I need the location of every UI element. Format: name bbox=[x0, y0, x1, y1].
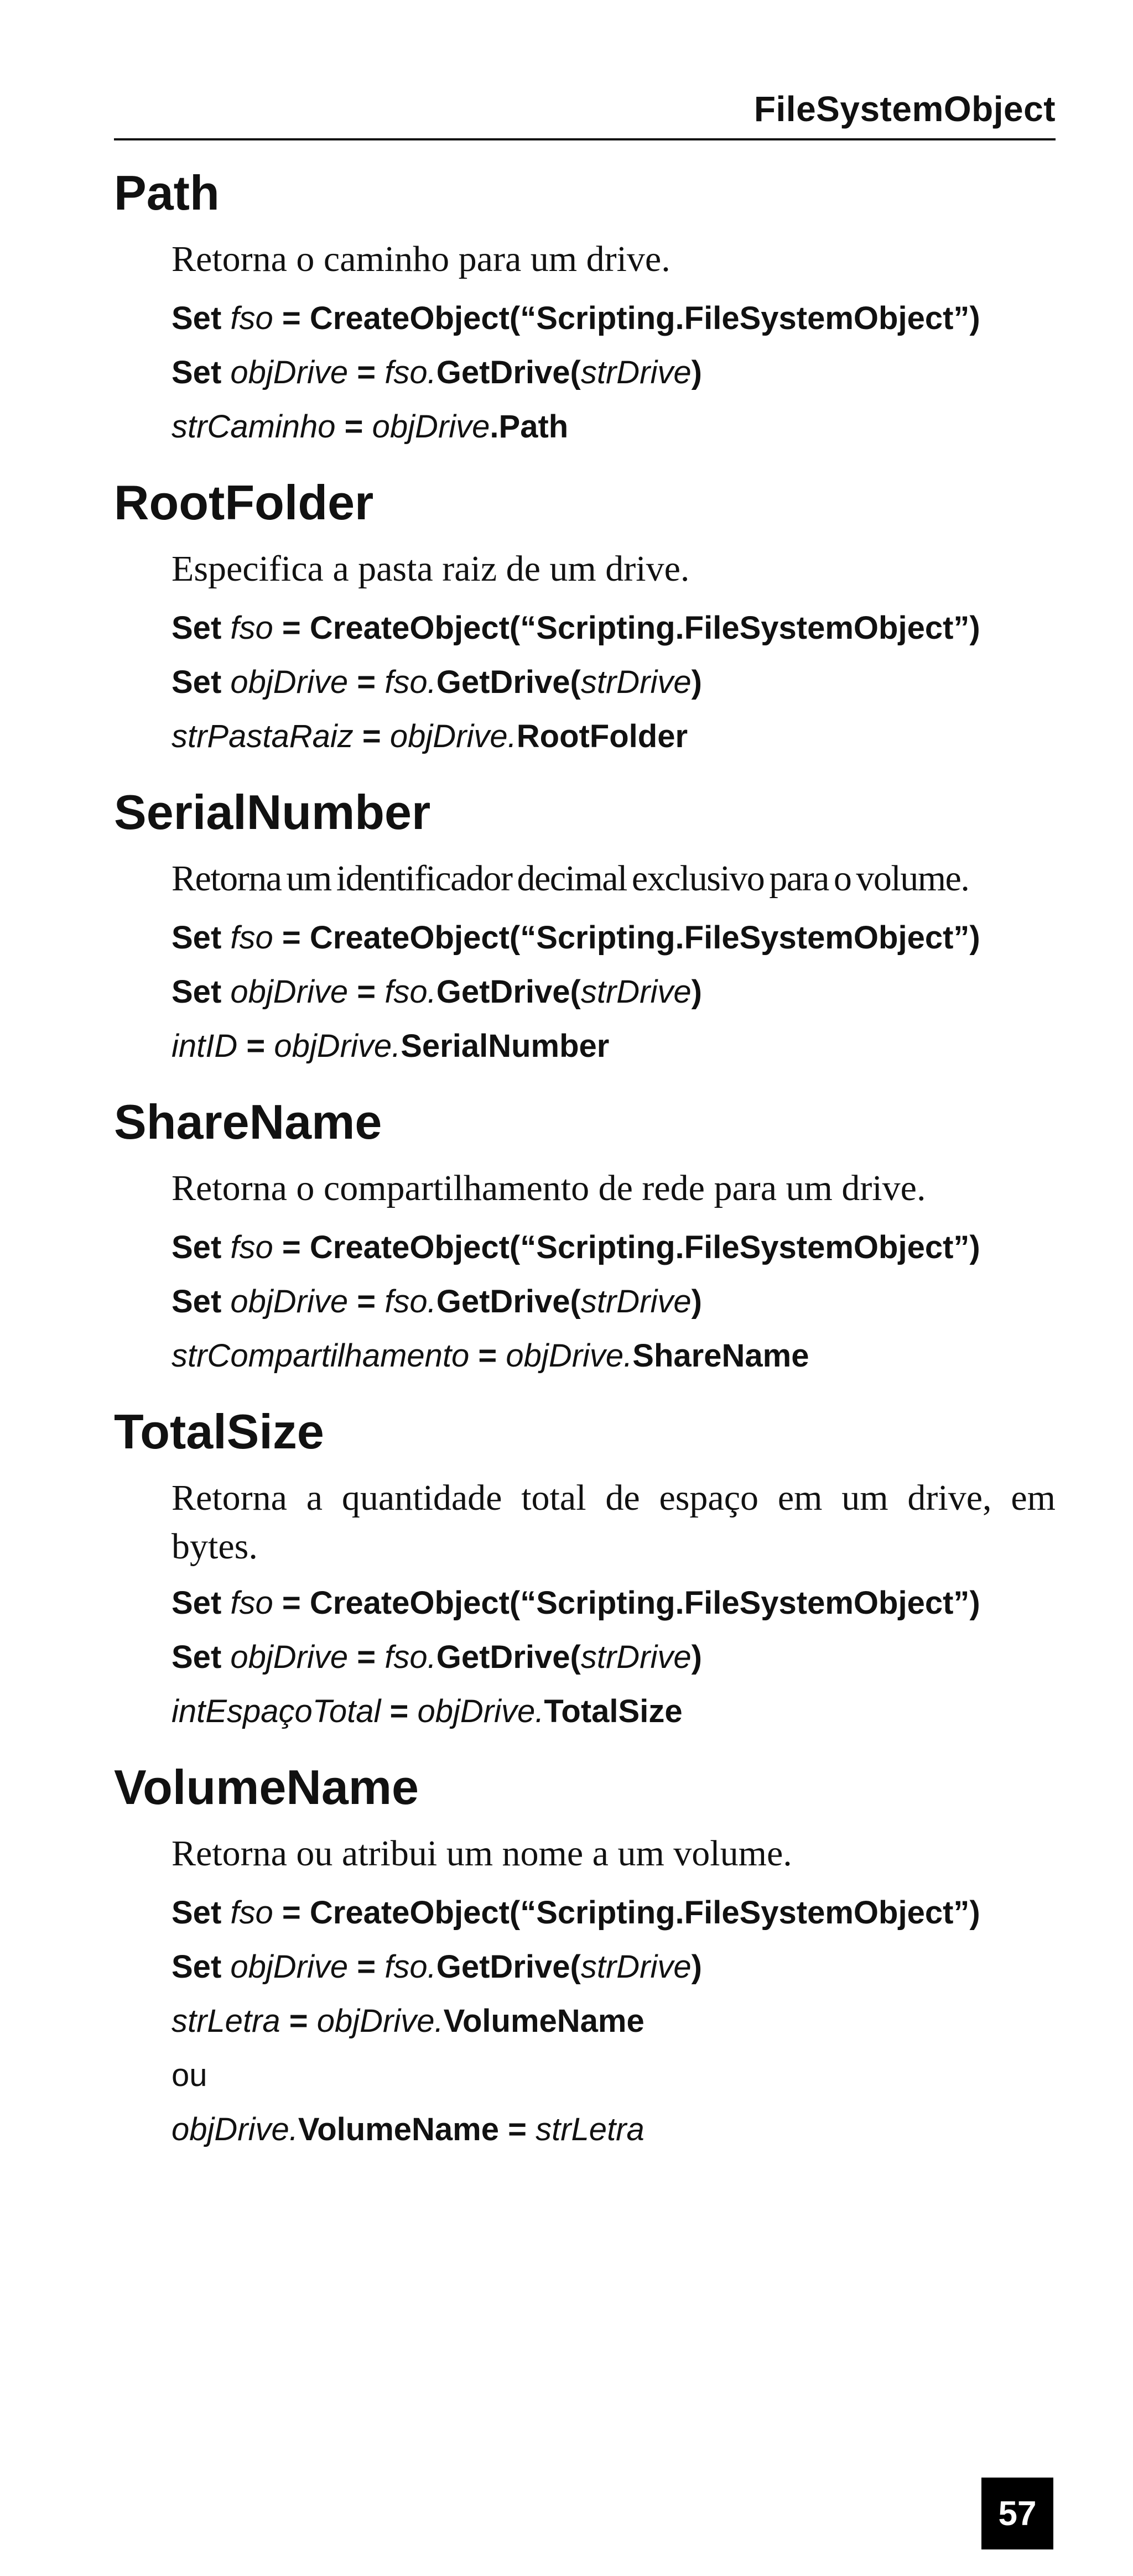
operator-equals: = bbox=[353, 718, 390, 754]
code-line-create-object bbox=[171, 1897, 980, 1929]
section-title-volumename: VolumeName bbox=[114, 1760, 419, 1814]
var-fso: fso. bbox=[384, 974, 436, 1010]
code-line-property-read bbox=[171, 718, 688, 754]
var-objdrive: objDrive. bbox=[274, 1028, 401, 1064]
keyword-set: Set bbox=[171, 610, 222, 646]
var-objdrive: objDrive bbox=[230, 1949, 349, 1985]
close-paren: ) bbox=[691, 974, 702, 1010]
operator-equals: = bbox=[499, 2111, 536, 2147]
code-line-property-write bbox=[171, 2111, 645, 2147]
code-line-create-object bbox=[171, 1229, 980, 1265]
keyword-set: Set bbox=[171, 920, 222, 956]
section-description-serialnumber: Retorna um identificador decimal exclusivo para o volume. bbox=[171, 858, 969, 899]
operator-equals: = bbox=[280, 2003, 317, 2039]
section-title-serialnumber: SerialNumber bbox=[114, 785, 431, 839]
operator-equals: = bbox=[273, 920, 310, 956]
var-objdrive: objDrive bbox=[230, 1639, 349, 1675]
create-object-call: CreateObject(“Scripting.FileSystemObject”) bbox=[309, 1229, 980, 1265]
operator-equals: = bbox=[348, 354, 385, 390]
result-variable: intID bbox=[171, 1028, 238, 1064]
var-fso: fso bbox=[230, 610, 273, 646]
keyword-set: Set bbox=[171, 1895, 222, 1931]
keyword-set: Set bbox=[171, 1949, 222, 1985]
operator-equals: = bbox=[273, 1895, 310, 1931]
result-variable: strCompartilhamento bbox=[171, 1338, 470, 1374]
operator-equals: = bbox=[273, 610, 310, 646]
var-strdrive: strDrive bbox=[580, 664, 692, 700]
header-rule bbox=[114, 138, 1056, 140]
section-description-path: Retorna o caminho para um drive. bbox=[171, 239, 671, 279]
operator-equals: = bbox=[273, 1229, 310, 1265]
operator-equals: = bbox=[348, 1284, 385, 1320]
code-line-property-read bbox=[171, 1030, 609, 1062]
get-drive-call: GetDrive( bbox=[436, 974, 581, 1010]
code-alternative-word: ou bbox=[171, 2057, 207, 2093]
operator-equals: = bbox=[381, 1693, 418, 1729]
code-line-property-read bbox=[171, 1693, 683, 1729]
var-strdrive: strDrive bbox=[580, 1284, 692, 1320]
var-objdrive: objDrive. bbox=[417, 1693, 544, 1729]
code-line-create-object bbox=[171, 1587, 980, 1619]
result-variable: strCaminho bbox=[171, 409, 336, 445]
var-objdrive: objDrive bbox=[230, 974, 349, 1010]
var-fso: fso bbox=[230, 1895, 273, 1931]
property-name: TotalSize bbox=[544, 1693, 683, 1729]
operator-equals: = bbox=[273, 300, 310, 336]
result-variable: strLetra bbox=[171, 2003, 280, 2039]
var-objdrive: objDrive bbox=[230, 354, 349, 390]
keyword-set: Set bbox=[171, 1284, 222, 1320]
var-fso: fso. bbox=[384, 664, 436, 700]
keyword-set: Set bbox=[171, 354, 222, 390]
code-line-get-drive bbox=[171, 1641, 702, 1673]
operator-equals: = bbox=[348, 1639, 385, 1675]
keyword-set: Set bbox=[171, 974, 222, 1010]
section-description-volumename: Retorna ou atribui um nome a um volume. bbox=[171, 1833, 792, 1874]
code-line-get-drive bbox=[171, 666, 702, 698]
get-drive-call: GetDrive( bbox=[436, 664, 581, 700]
property-name: ShareName bbox=[632, 1338, 809, 1374]
operator-equals: = bbox=[469, 1338, 506, 1374]
property-name: SerialNumber bbox=[401, 1028, 610, 1064]
keyword-set: Set bbox=[171, 1639, 222, 1675]
property-name: RootFolder bbox=[516, 718, 688, 754]
var-objdrive: objDrive. bbox=[389, 718, 517, 754]
operator-equals: = bbox=[273, 1585, 310, 1621]
var-strdrive: strDrive bbox=[580, 1639, 692, 1675]
result-variable: strPastaRaiz bbox=[171, 718, 354, 754]
var-fso: fso bbox=[230, 920, 273, 956]
var-fso: fso. bbox=[384, 1284, 436, 1320]
section-description-totalsize: Retorna a quantidade total de espaço em um drive, em bytes. bbox=[171, 1478, 1056, 1567]
var-objdrive: objDrive. bbox=[316, 2003, 444, 2039]
create-object-call: CreateObject(“Scripting.FileSystemObject”) bbox=[309, 300, 980, 336]
code-line-get-drive bbox=[171, 976, 702, 1008]
code-line-get-drive bbox=[171, 1286, 702, 1318]
section-title-path: Path bbox=[114, 165, 220, 220]
get-drive-call: GetDrive( bbox=[436, 354, 581, 390]
close-paren: ) bbox=[691, 664, 702, 700]
close-paren: ) bbox=[691, 354, 702, 390]
code-line-create-object bbox=[171, 300, 980, 336]
var-fso: fso. bbox=[384, 354, 436, 390]
get-drive-call: GetDrive( bbox=[436, 1284, 581, 1320]
keyword-set: Set bbox=[171, 664, 222, 700]
create-object-call: CreateObject(“Scripting.FileSystemObject”) bbox=[309, 920, 980, 956]
operator-equals: = bbox=[348, 664, 385, 700]
code-line-create-object bbox=[171, 922, 980, 954]
section-title-rootfolder: RootFolder bbox=[114, 475, 374, 530]
keyword-set: Set bbox=[171, 300, 222, 336]
var-objdrive: objDrive bbox=[372, 409, 490, 445]
var-objdrive: objDrive bbox=[230, 1284, 349, 1320]
var-strdrive: strDrive bbox=[580, 974, 692, 1010]
operator-equals: = bbox=[348, 974, 385, 1010]
create-object-call: CreateObject(“Scripting.FileSystemObject”) bbox=[309, 1585, 980, 1621]
property-name: VolumeName bbox=[298, 2111, 500, 2147]
create-object-call: CreateObject(“Scripting.FileSystemObject”) bbox=[309, 1895, 980, 1931]
var-fso: fso bbox=[230, 1229, 273, 1265]
code-line-property-read bbox=[171, 2005, 645, 2037]
assigned-value: strLetra bbox=[536, 2111, 645, 2147]
keyword-set: Set bbox=[171, 1585, 222, 1621]
var-fso: fso. bbox=[384, 1639, 436, 1675]
section-title-sharename: ShareName bbox=[114, 1094, 382, 1149]
operator-equals: = bbox=[335, 409, 372, 445]
section-description-sharename: Retorna o compartilhamento de rede para um drive. bbox=[171, 1168, 926, 1208]
var-fso: fso bbox=[230, 1585, 273, 1621]
code-line-property-read bbox=[171, 1340, 809, 1372]
close-paren: ) bbox=[691, 1639, 702, 1675]
create-object-call: CreateObject(“Scripting.FileSystemObject”) bbox=[309, 610, 980, 646]
property-name: VolumeName bbox=[443, 2003, 645, 2039]
code-line-get-drive bbox=[171, 354, 702, 390]
code-line-get-drive bbox=[171, 1951, 702, 1983]
section-title-totalsize: TotalSize bbox=[114, 1404, 324, 1459]
close-paren: ) bbox=[691, 1284, 702, 1320]
var-fso: fso. bbox=[384, 1949, 436, 1985]
var-objdrive: objDrive. bbox=[506, 1338, 633, 1374]
operator-equals: = bbox=[348, 1949, 385, 1985]
get-drive-call: GetDrive( bbox=[436, 1639, 581, 1675]
operator-equals: = bbox=[237, 1028, 274, 1064]
var-strdrive: strDrive bbox=[580, 354, 692, 390]
var-fso: fso bbox=[230, 300, 273, 336]
get-drive-call: GetDrive( bbox=[436, 1949, 581, 1985]
running-header: FileSystemObject bbox=[753, 89, 1056, 129]
code-line-create-object bbox=[171, 612, 980, 644]
keyword-set: Set bbox=[171, 1229, 222, 1265]
var-strdrive: strDrive bbox=[580, 1949, 692, 1985]
close-paren: ) bbox=[691, 1949, 702, 1985]
var-objdrive: objDrive bbox=[230, 664, 349, 700]
page-number-badge: 57 bbox=[981, 2478, 1053, 2549]
section-description-rootfolder: Especifica a pasta raiz de um drive. bbox=[171, 549, 690, 589]
code-line-property-read bbox=[171, 411, 568, 443]
property-name: .Path bbox=[490, 409, 569, 445]
var-objdrive: objDrive. bbox=[171, 2111, 298, 2147]
result-variable: intEspaçoTotal bbox=[171, 1693, 381, 1729]
